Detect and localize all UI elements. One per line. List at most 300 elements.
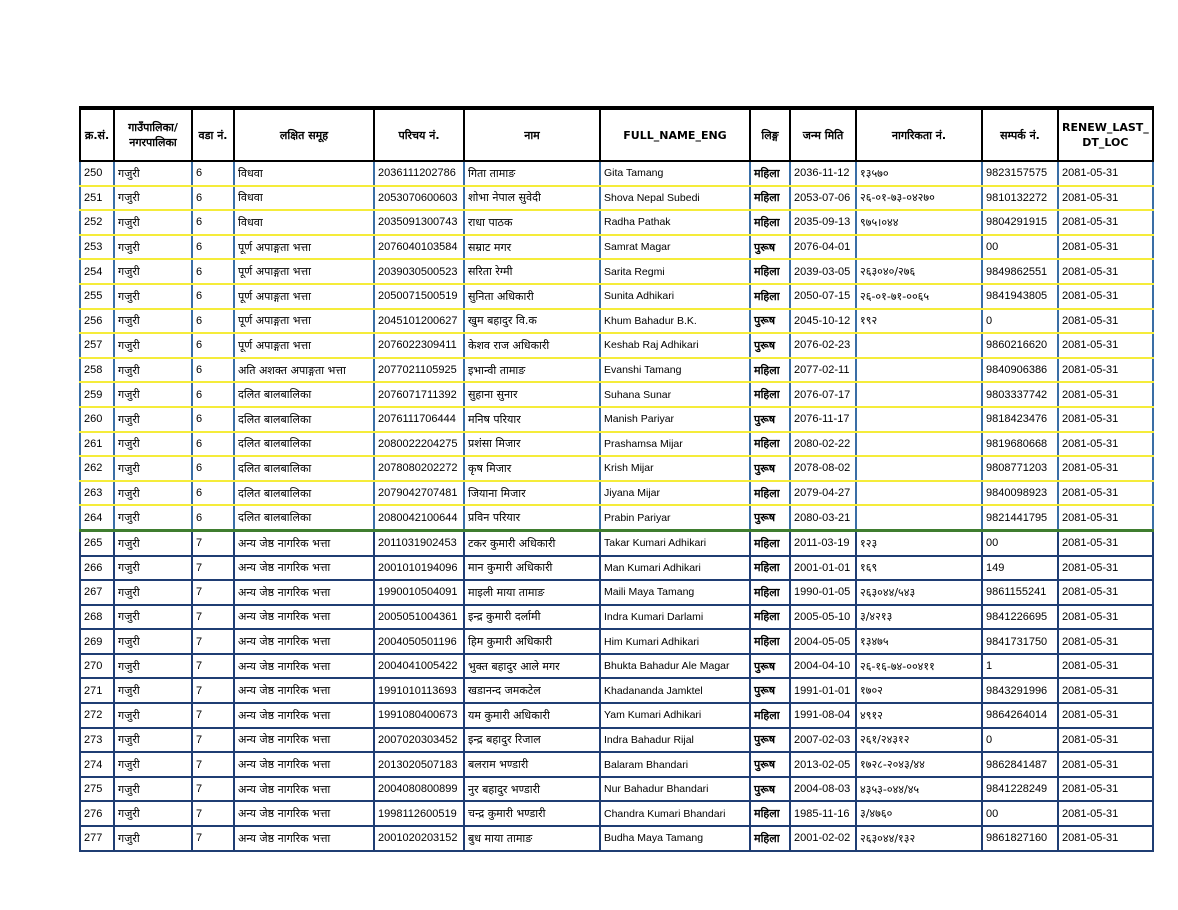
cell-target-group: अति अशक्त अपाङ्गता भत्ता [234,358,374,383]
cell-full-name-eng: Maili Maya Tamang [600,580,750,605]
cell-citizenship-number: ९७५।०४४ [856,210,982,235]
cell-contact-number: 9840098923 [982,481,1058,506]
cell-birth-date: 1991-01-01 [790,678,856,703]
cell-birth-date: 2076-02-23 [790,333,856,358]
cell-id-number: 2005051004361 [374,605,464,630]
cell-contact-number: 9819680668 [982,432,1058,457]
cell-renew-last-date: 2081-05-31 [1058,333,1153,358]
cell-contact-number: 9804291915 [982,210,1058,235]
cell-id-number: 2011031902453 [374,530,464,555]
cell-name: सम्राट मगर [464,235,600,260]
table-row [80,186,1153,211]
cell-municipality: गजुरी [114,333,192,358]
cell-id-number: 1990010504091 [374,580,464,605]
cell-citizenship-number: २६-०१-७३-०४२७० [856,186,982,211]
cell-citizenship-number: १६९ [856,556,982,581]
cell-target-group: अन्य जेष्ठ नागरिक भत्ता [234,801,374,826]
table-row [80,235,1153,260]
cell-birth-date: 2045-10-12 [790,309,856,334]
cell-birth-date: 2001-02-02 [790,826,856,851]
col-header-target-group: लक्षित समूह [234,108,374,161]
cell-full-name-eng: Prashamsa Mijar [600,432,750,457]
table-row [80,161,1153,186]
cell-municipality: गजुरी [114,210,192,235]
cell-contact-number: 9821441795 [982,505,1058,530]
table-row [80,777,1153,802]
cell-birth-date: 2004-05-05 [790,629,856,654]
cell-municipality: गजुरी [114,505,192,530]
cell-target-group: अन्य जेष्ठ नागरिक भत्ता [234,826,374,851]
cell-ward: 7 [192,752,234,777]
cell-ward: 6 [192,382,234,407]
cell-ward: 6 [192,186,234,211]
cell-serial: 259 [80,382,114,407]
cell-full-name-eng: Keshab Raj Adhikari [600,333,750,358]
table-row [80,530,1153,555]
cell-renew-last-date: 2081-05-31 [1058,186,1153,211]
cell-birth-date: 2078-08-02 [790,456,856,481]
cell-target-group: अन्य जेष्ठ नागरिक भत्ता [234,556,374,581]
table-row [80,556,1153,581]
cell-gender: महिला [750,556,790,581]
cell-municipality: गजुरी [114,456,192,481]
col-header-serial: क्र.सं. [80,108,114,161]
cell-ward: 6 [192,456,234,481]
col-header-citizenship-number: नागरिकता नं. [856,108,982,161]
cell-contact-number: 9840906386 [982,358,1058,383]
cell-target-group: विधवा [234,186,374,211]
table-row [80,580,1153,605]
cell-gender: महिला [750,210,790,235]
cell-ward: 6 [192,481,234,506]
table-row [80,728,1153,753]
cell-citizenship-number: २६-१६-७४-००४११ [856,654,982,679]
cell-birth-date: 2079-04-27 [790,481,856,506]
cell-gender: महिला [750,605,790,630]
table-row [80,752,1153,777]
table-row [80,505,1153,530]
cell-gender: महिला [750,580,790,605]
cell-contact-number: 1 [982,654,1058,679]
cell-citizenship-number: ४३५३-०४४/४५ [856,777,982,802]
cell-renew-last-date: 2081-05-31 [1058,259,1153,284]
cell-gender: महिला [750,481,790,506]
cell-gender: महिला [750,530,790,555]
cell-full-name-eng: Samrat Magar [600,235,750,260]
cell-municipality: गजुरी [114,654,192,679]
cell-gender: महिला [750,382,790,407]
cell-id-number: 2045101200627 [374,309,464,334]
cell-gender: महिला [750,801,790,826]
cell-citizenship-number: १३५७० [856,161,982,186]
cell-birth-date: 2011-03-19 [790,530,856,555]
cell-renew-last-date: 2081-05-31 [1058,407,1153,432]
cell-target-group: अन्य जेष्ठ नागरिक भत्ता [234,752,374,777]
cell-renew-last-date: 2081-05-31 [1058,284,1153,309]
cell-municipality: गजुरी [114,161,192,186]
cell-full-name-eng: Radha Pathak [600,210,750,235]
table-row [80,210,1153,235]
cell-renew-last-date: 2081-05-31 [1058,358,1153,383]
cell-target-group: अन्य जेष्ठ नागरिक भत्ता [234,629,374,654]
cell-birth-date: 1990-01-05 [790,580,856,605]
cell-name: चन्द्र कुमारी भण्डारी [464,801,600,826]
cell-gender: पुरूष [750,752,790,777]
table-row [80,605,1153,630]
cell-gender: पुरूष [750,456,790,481]
cell-serial: 260 [80,407,114,432]
cell-contact-number: 0 [982,728,1058,753]
table-row [80,382,1153,407]
cell-serial: 250 [80,161,114,186]
cell-serial: 258 [80,358,114,383]
cell-id-number: 1998112600519 [374,801,464,826]
cell-serial: 275 [80,777,114,802]
cell-renew-last-date: 2081-05-31 [1058,678,1153,703]
cell-contact-number: 0 [982,309,1058,334]
cell-target-group: पूर्ण अपाङ्गता भत्ता [234,235,374,260]
cell-ward: 7 [192,801,234,826]
cell-citizenship-number [856,432,982,457]
table-row [80,629,1153,654]
cell-municipality: गजुरी [114,309,192,334]
cell-ward: 7 [192,654,234,679]
cell-municipality: गजुरी [114,629,192,654]
cell-id-number: 1991010113693 [374,678,464,703]
cell-municipality: गजुरी [114,407,192,432]
cell-name: सरिता रेग्मी [464,259,600,284]
cell-target-group: अन्य जेष्ठ नागरिक भत्ता [234,580,374,605]
cell-renew-last-date: 2081-05-31 [1058,801,1153,826]
cell-name: मान कुमारी अधिकारी [464,556,600,581]
cell-id-number: 2076111706444 [374,407,464,432]
cell-ward: 6 [192,235,234,260]
cell-name: टकर कुमारी अधिकारी [464,530,600,555]
cell-ward: 7 [192,703,234,728]
cell-contact-number: 9843291996 [982,678,1058,703]
cell-gender: महिला [750,259,790,284]
cell-contact-number: 00 [982,530,1058,555]
cell-citizenship-number [856,333,982,358]
cell-birth-date: 2004-04-10 [790,654,856,679]
cell-renew-last-date: 2081-05-31 [1058,703,1153,728]
cell-citizenship-number: १९२ [856,309,982,334]
beneficiary-table [79,106,1154,852]
cell-birth-date: 1985-11-16 [790,801,856,826]
header-row [80,108,1153,161]
cell-serial: 253 [80,235,114,260]
col-header-contact-number: सम्पर्क नं. [982,108,1058,161]
cell-serial: 264 [80,505,114,530]
cell-municipality: गजुरी [114,556,192,581]
col-header-renew-last-date: RENEW_LAST_ DT_LOC [1058,108,1153,161]
cell-citizenship-number [856,235,982,260]
cell-contact-number: 9861827160 [982,826,1058,851]
cell-renew-last-date: 2081-05-31 [1058,728,1153,753]
cell-serial: 270 [80,654,114,679]
cell-full-name-eng: Jiyana Mijar [600,481,750,506]
cell-name: सुनिता अधिकारी [464,284,600,309]
cell-birth-date: 2076-07-17 [790,382,856,407]
cell-name: इभान्वी तामाङ [464,358,600,383]
cell-contact-number: 9841228249 [982,777,1058,802]
cell-id-number: 2080042100644 [374,505,464,530]
cell-citizenship-number [856,358,982,383]
cell-serial: 271 [80,678,114,703]
cell-id-number: 2035091300743 [374,210,464,235]
cell-contact-number: 9818423476 [982,407,1058,432]
cell-full-name-eng: Khum Bahadur B.K. [600,309,750,334]
cell-municipality: गजुरी [114,801,192,826]
cell-gender: महिला [750,186,790,211]
cell-birth-date: 2077-02-11 [790,358,856,383]
cell-target-group: अन्य जेष्ठ नागरिक भत्ता [234,678,374,703]
cell-full-name-eng: Manish Pariyar [600,407,750,432]
cell-citizenship-number: २६३०४४/१३२ [856,826,982,851]
cell-renew-last-date: 2081-05-31 [1058,556,1153,581]
cell-citizenship-number [856,505,982,530]
cell-target-group: अन्य जेष्ठ नागरिक भत्ता [234,605,374,630]
cell-name: गिता तामाङ [464,161,600,186]
cell-full-name-eng: Indra Bahadur Rijal [600,728,750,753]
cell-birth-date: 2080-02-22 [790,432,856,457]
cell-contact-number: 9861155241 [982,580,1058,605]
cell-gender: पुरूष [750,407,790,432]
cell-municipality: गजुरी [114,580,192,605]
cell-target-group: अन्य जेष्ठ नागरिक भत्ता [234,728,374,753]
cell-ward: 6 [192,505,234,530]
cell-gender: महिला [750,161,790,186]
cell-target-group: पूर्ण अपाङ्गता भत्ता [234,309,374,334]
cell-ward: 7 [192,556,234,581]
cell-birth-date: 2036-11-12 [790,161,856,186]
cell-serial: 261 [80,432,114,457]
table-row [80,284,1153,309]
col-header-id-number: परिचय नं. [374,108,464,161]
cell-full-name-eng: Nur Bahadur Bhandari [600,777,750,802]
cell-id-number: 2080022204275 [374,432,464,457]
cell-renew-last-date: 2081-05-31 [1058,777,1153,802]
col-header-birth-date: जन्म मिति [790,108,856,161]
cell-gender: पुरूष [750,678,790,703]
cell-ward: 6 [192,333,234,358]
cell-name: केशव राज अधिकारी [464,333,600,358]
cell-contact-number: 149 [982,556,1058,581]
cell-target-group: अन्य जेष्ठ नागरिक भत्ता [234,777,374,802]
table-row [80,309,1153,334]
cell-birth-date: 2035-09-13 [790,210,856,235]
cell-municipality: गजुरी [114,259,192,284]
cell-id-number: 2053070600603 [374,186,464,211]
cell-serial: 273 [80,728,114,753]
cell-ward: 7 [192,605,234,630]
cell-id-number: 2004050501196 [374,629,464,654]
cell-renew-last-date: 2081-05-31 [1058,826,1153,851]
cell-municipality: गजुरी [114,358,192,383]
cell-gender: महिला [750,284,790,309]
cell-serial: 252 [80,210,114,235]
cell-full-name-eng: Krish Mijar [600,456,750,481]
cell-municipality: गजुरी [114,678,192,703]
cell-renew-last-date: 2081-05-31 [1058,654,1153,679]
cell-ward: 7 [192,826,234,851]
cell-contact-number: 9864264014 [982,703,1058,728]
cell-full-name-eng: Gita Tamang [600,161,750,186]
cell-full-name-eng: Evanshi Tamang [600,358,750,383]
cell-citizenship-number [856,481,982,506]
cell-gender: महिला [750,703,790,728]
cell-target-group: पूर्ण अपाङ्गता भत्ता [234,259,374,284]
cell-serial: 251 [80,186,114,211]
cell-name: शोभा नेपाल सुवेदी [464,186,600,211]
cell-gender: पुरूष [750,728,790,753]
cell-contact-number: 9841226695 [982,605,1058,630]
cell-citizenship-number: १७२८-२०४३/४४ [856,752,982,777]
cell-ward: 6 [192,161,234,186]
cell-ward: 6 [192,407,234,432]
cell-id-number: 2077021105925 [374,358,464,383]
col-header-gender: लिङ्ग [750,108,790,161]
cell-municipality: गजुरी [114,752,192,777]
cell-birth-date: 2053-07-06 [790,186,856,211]
cell-contact-number: 9849862551 [982,259,1058,284]
cell-serial: 268 [80,605,114,630]
cell-full-name-eng: Sunita Adhikari [600,284,750,309]
cell-serial: 255 [80,284,114,309]
cell-birth-date: 2076-04-01 [790,235,856,260]
cell-birth-date: 2005-05-10 [790,605,856,630]
cell-municipality: गजुरी [114,481,192,506]
table-row [80,333,1153,358]
cell-citizenship-number: २६३०४०/२७६ [856,259,982,284]
cell-id-number: 2076022309411 [374,333,464,358]
cell-contact-number: 9803337742 [982,382,1058,407]
cell-full-name-eng: Balaram Bhandari [600,752,750,777]
cell-id-number: 2013020507183 [374,752,464,777]
cell-target-group: विधवा [234,161,374,186]
cell-citizenship-number: २६१/२४३१२ [856,728,982,753]
cell-birth-date: 2007-02-03 [790,728,856,753]
cell-serial: 266 [80,556,114,581]
cell-birth-date: 1991-08-04 [790,703,856,728]
cell-ward: 7 [192,777,234,802]
cell-name: खुम बहादुर वि.क [464,309,600,334]
cell-renew-last-date: 2081-05-31 [1058,235,1153,260]
cell-renew-last-date: 2081-05-31 [1058,580,1153,605]
cell-ward: 6 [192,210,234,235]
cell-renew-last-date: 2081-05-31 [1058,161,1153,186]
cell-name: प्रशंसा मिजार [464,432,600,457]
cell-id-number: 2036111202786 [374,161,464,186]
cell-gender: महिला [750,432,790,457]
cell-target-group: दलित बालबालिका [234,432,374,457]
cell-full-name-eng: Prabin Pariyar [600,505,750,530]
cell-name: हिम कुमारी अधिकारी [464,629,600,654]
cell-municipality: गजुरी [114,186,192,211]
table-row [80,259,1153,284]
cell-id-number: 2001020203152 [374,826,464,851]
cell-ward: 7 [192,580,234,605]
cell-renew-last-date: 2081-05-31 [1058,530,1153,555]
cell-id-number: 2079042707481 [374,481,464,506]
cell-gender: महिला [750,358,790,383]
cell-full-name-eng: Man Kumari Adhikari [600,556,750,581]
cell-birth-date: 2039-03-05 [790,259,856,284]
cell-ward: 6 [192,284,234,309]
cell-serial: 257 [80,333,114,358]
cell-renew-last-date: 2081-05-31 [1058,432,1153,457]
cell-full-name-eng: Him Kumari Adhikari [600,629,750,654]
cell-target-group: दलित बालबालिका [234,456,374,481]
beneficiary-table-sheet [79,106,1154,852]
cell-renew-last-date: 2081-05-31 [1058,629,1153,654]
cell-name: सुहाना सुनार [464,382,600,407]
cell-birth-date: 2050-07-15 [790,284,856,309]
cell-municipality: गजुरी [114,235,192,260]
cell-full-name-eng: Shova Nepal Subedi [600,186,750,211]
cell-renew-last-date: 2081-05-31 [1058,309,1153,334]
cell-renew-last-date: 2081-05-31 [1058,210,1153,235]
cell-ward: 7 [192,728,234,753]
cell-id-number: 2039030500523 [374,259,464,284]
cell-target-group: दलित बालबालिका [234,481,374,506]
cell-municipality: गजुरी [114,703,192,728]
cell-serial: 254 [80,259,114,284]
cell-name: खडानन्द जमकटेल [464,678,600,703]
cell-contact-number: 9841943805 [982,284,1058,309]
cell-citizenship-number: ३/४७६० [856,801,982,826]
cell-name: इन्द्र कुमारी दर्लामी [464,605,600,630]
cell-birth-date: 2013-02-05 [790,752,856,777]
cell-birth-date: 2004-08-03 [790,777,856,802]
cell-serial: 269 [80,629,114,654]
cell-name: भुक्त बहादुर आले मगर [464,654,600,679]
cell-birth-date: 2001-01-01 [790,556,856,581]
cell-full-name-eng: Chandra Kumari Bhandari [600,801,750,826]
cell-target-group: दलित बालबालिका [234,505,374,530]
cell-gender: पुरूष [750,309,790,334]
cell-ward: 7 [192,530,234,555]
cell-citizenship-number: १३४७५ [856,629,982,654]
cell-contact-number: 00 [982,235,1058,260]
cell-municipality: गजुरी [114,382,192,407]
cell-gender: पुरूष [750,777,790,802]
cell-citizenship-number: १२३ [856,530,982,555]
table-row [80,456,1153,481]
cell-id-number: 2004080800899 [374,777,464,802]
cell-renew-last-date: 2081-05-31 [1058,605,1153,630]
cell-municipality: गजुरी [114,284,192,309]
cell-contact-number: 9841731750 [982,629,1058,654]
cell-name: इन्द्र बहादुर रिजाल [464,728,600,753]
cell-target-group: अन्य जेष्ठ नागरिक भत्ता [234,703,374,728]
cell-birth-date: 2080-03-21 [790,505,856,530]
cell-municipality: गजुरी [114,605,192,630]
col-header-full-name-eng: FULL_NAME_ENG [600,108,750,161]
table-row [80,654,1153,679]
cell-birth-date: 2076-11-17 [790,407,856,432]
cell-serial: 272 [80,703,114,728]
cell-contact-number: 9862841487 [982,752,1058,777]
cell-name: प्रविन परियार [464,505,600,530]
cell-municipality: गजुरी [114,728,192,753]
cell-citizenship-number: ३/४२१३ [856,605,982,630]
table-row [80,358,1153,383]
cell-renew-last-date: 2081-05-31 [1058,752,1153,777]
cell-id-number: 2078080202272 [374,456,464,481]
cell-gender: पुरूष [750,333,790,358]
cell-id-number: 1991080400673 [374,703,464,728]
